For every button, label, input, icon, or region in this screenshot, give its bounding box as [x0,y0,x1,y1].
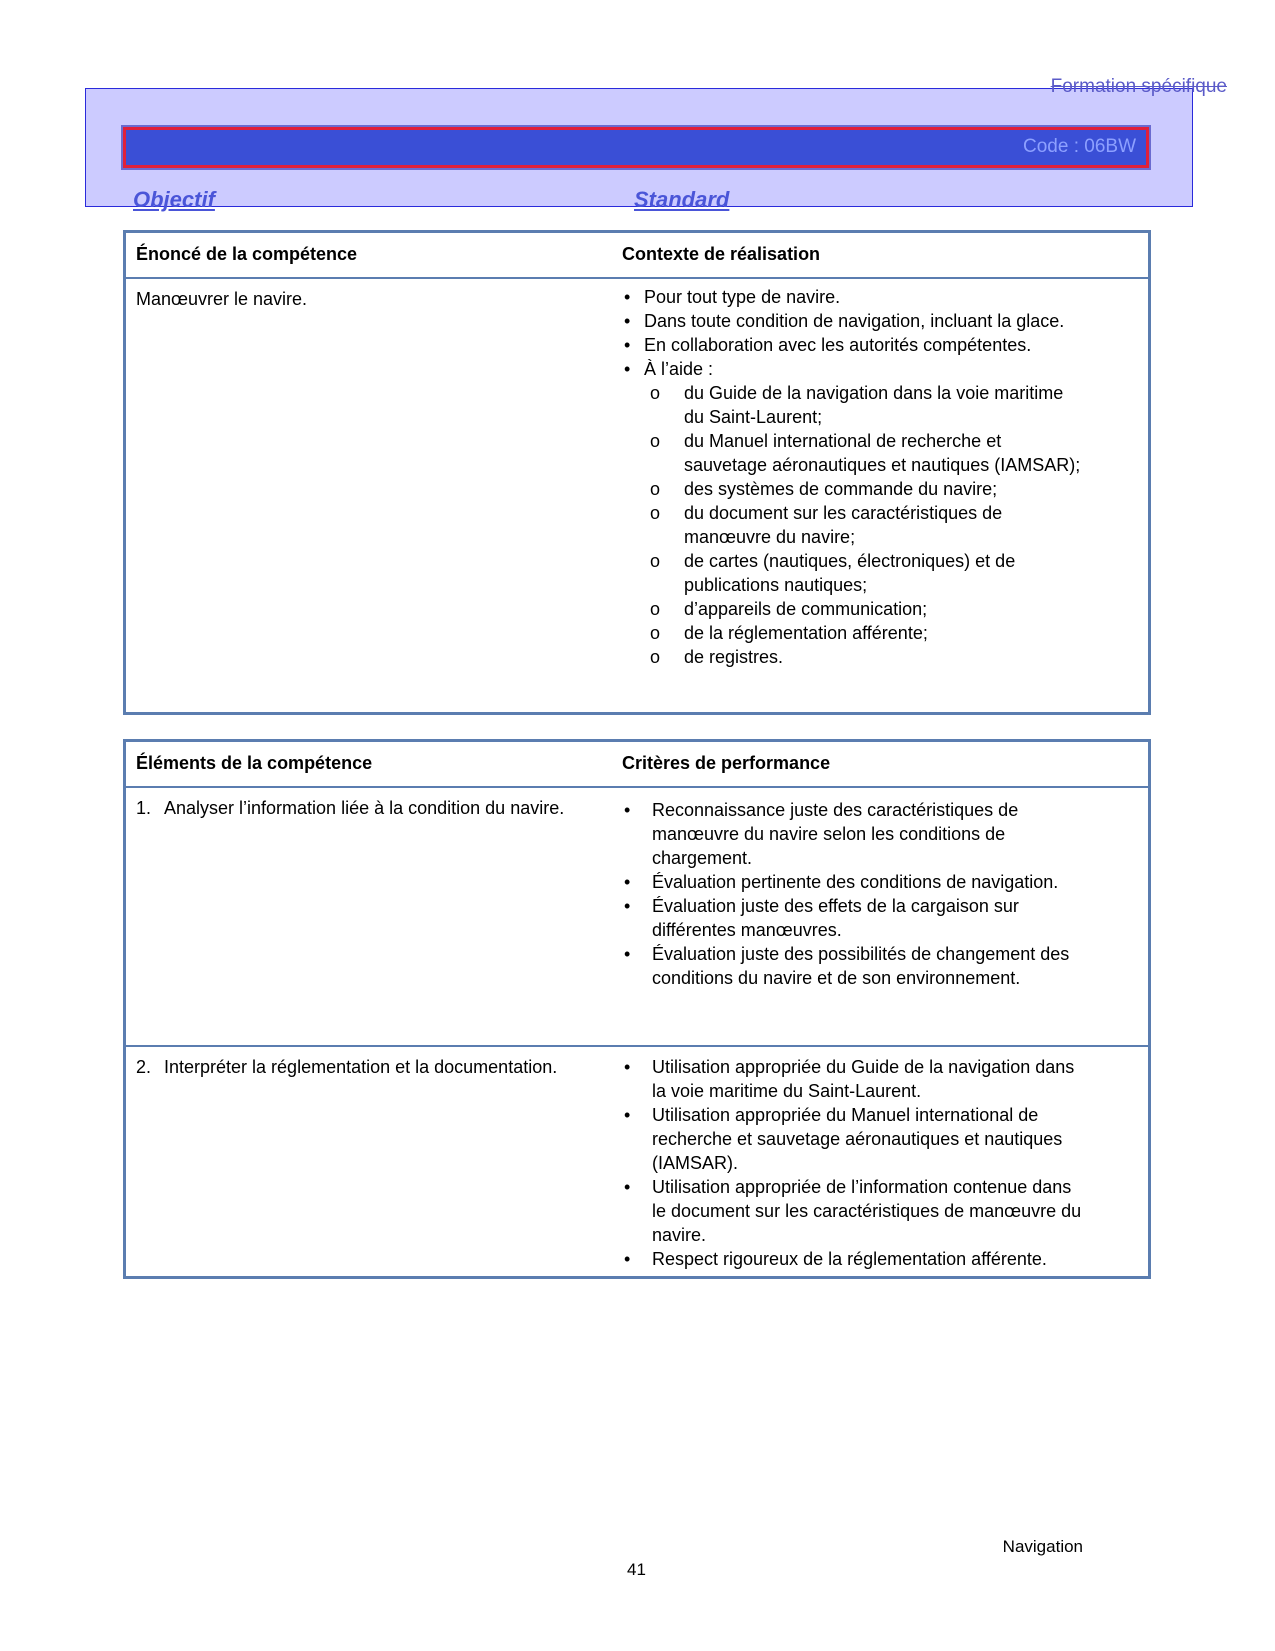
criterion-item: • Reconnaissance juste des caractéristiques de manœuvre du navire selon les conditions de chargement. [624,800,1019,868]
context-item: • À l’aide : [624,359,714,379]
competence-table-header [126,233,1148,279]
element-text: Analyser l’information liée à la condition du navire. [164,798,565,818]
competence-row [126,279,1148,709]
criterion-item: • Utilisation appropriée du Guide de la navigation dans la voie maritime du Saint-Laurent. [624,1057,1075,1101]
context-item: • Pour tout type de navire. [624,287,841,307]
context-list [622,285,1087,669]
element-2 [136,1055,596,1079]
criterion-item: • Utilisation appropriée de l’information contenue dans le document sur les caractéristiques de manœuvre du navire. [624,1177,1082,1245]
section-title: Formation spécifique [1050,76,1227,97]
aid-item: o de cartes (nautiques, électroniques) et de publications nautiques; [650,551,1016,595]
element-number: 2. [136,1057,152,1077]
criterion-item: • Utilisation appropriée du Manuel international de recherche et sauvetage aéronautiques et nautiques (IAMSAR). [624,1105,1063,1173]
aid-item: o du document sur les caractéristiques de manœuvre du navire; [650,503,1003,547]
context-item: • En collaboration avec les autorités compétentes. [624,335,1032,355]
page-number: 41 [627,1560,646,1579]
aid-item: o d’appareils de communication; [650,599,928,619]
objective-heading: Objectif [133,187,215,212]
element-text: Interpréter la réglementation et la documentation. [164,1057,558,1077]
competency-code: Code : 06BW [1023,136,1136,157]
criterion-item: • Respect rigoureux de la réglementation afférente. [624,1249,1047,1269]
criterion-item: • Évaluation juste des effets de la cargaison sur différentes manœuvres. [624,896,1019,940]
criterion-item: • Évaluation pertinente des conditions de navigation. [624,872,1059,892]
criteria-column-header: Critères de performance [622,753,831,773]
aid-item: o du Manuel international de recherche et sauvetage aéronautiques et nautiques (IAMSAR); [650,431,1081,475]
context-column-header: Contexte de réalisation [622,244,821,264]
element-number: 1. [136,798,152,818]
standard-heading: Standard [634,187,730,212]
criteria-list [622,1055,1087,1271]
aid-item: o de la réglementation afférente; [650,623,928,643]
aid-item: o de registres. [650,647,784,667]
statement-column-header: Énoncé de la compétence [136,244,358,264]
aid-item: o du Guide de la navigation dans la voie maritime du Saint-Laurent; [650,383,1064,427]
elements-column-header: Éléments de la compétence [136,753,373,773]
elements-table [123,739,1151,1279]
element-row [126,788,1148,1045]
competence-table [123,230,1151,715]
criterion-item: • Évaluation juste des possibilités de changement des conditions du navire et de son environnement. [624,944,1070,988]
criteria-list [622,798,1087,990]
elements-table-header [126,742,1148,788]
code-bar [123,127,1149,168]
element-1 [136,796,596,820]
aid-item: o des systèmes de commande du navire; [650,479,998,499]
competence-statement: Manœuvrer le navire. [136,289,308,309]
context-item: • Dans toute condition de navigation, incluant la glace. [624,311,1065,331]
element-row [126,1045,1148,1277]
footer-program: Navigation [1002,1537,1083,1556]
